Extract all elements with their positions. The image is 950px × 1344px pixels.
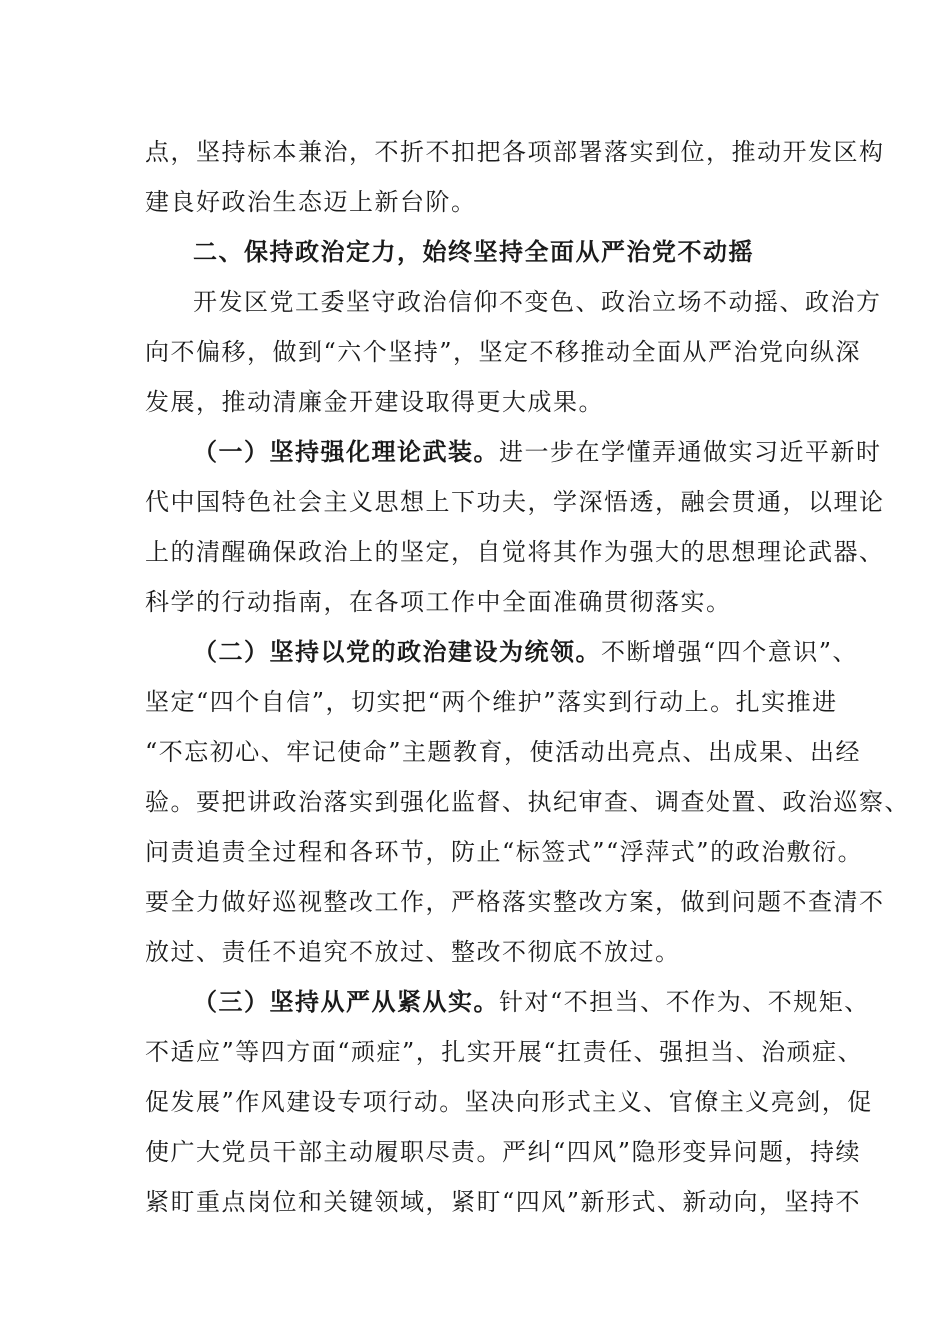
body-text-line: 发展，推动清廉金开建设取得更大成果。: [145, 388, 604, 416]
body-text-line: 科学的行动指南，在各项工作中全面准确贯彻落实。: [145, 588, 732, 616]
body-text-line: 上的清醒确保政治上的坚定，自觉将其作为强大的思想理论武器、: [145, 538, 885, 566]
body-text-line: 使广大党员干部主动履职尽责。严纠“四风”隐形变异问题，持续: [145, 1138, 862, 1166]
body-text-line: [193, 986, 893, 1018]
section-heading: 二、保持政治定力，始终坚持全面从严治党不动摇: [193, 237, 754, 266]
body-text-segment: 针对“不担当、不作为、不规矩、: [499, 988, 870, 1016]
body-text-segment: 不断增强“四个意识”、: [601, 638, 859, 666]
body-text-line: 紧盯重点岗位和关键领域，紧盯“四风”新形式、新动向，坚持不: [145, 1188, 862, 1216]
body-text-line: 建良好政治生态迈上新台阶。: [145, 188, 477, 216]
body-text-line: 点，坚持标本兼治，不折不扣把各项部署落实到位，推动开发区构: [145, 138, 885, 166]
body-text-segment: 进一步在学懂弄通做实习近平新时: [499, 438, 882, 466]
body-text-line: 不适应”等四方面“顽症”，扎实开展“扛责任、强担当、治顽症、: [145, 1038, 864, 1066]
body-text-line: 放过、责任不追究不放过、整改不彻底不放过。: [145, 938, 681, 966]
body-text-line: 开发区党工委坚守政治信仰不变色、政治立场不动摇、政治方: [193, 288, 882, 316]
body-text-line: “不忘初心、牢记使命”主题教育，使活动出亮点、出成果、出经: [145, 738, 862, 766]
body-text-line: 坚定“四个自信”，切实把“两个维护”落实到行动上。扎实推进: [145, 688, 838, 716]
subsection-heading: （一）坚持强化理论武装。: [193, 437, 499, 466]
body-text-line: [193, 636, 893, 668]
body-text-line: 验。要把讲政治落实到强化监督、执纪审查、调查处置、政治巡察、: [145, 788, 910, 816]
body-text-line: 代中国特色社会主义思想上下功夫，学深悟透，融会贯通，以理论: [145, 488, 885, 516]
body-text-line: [193, 436, 893, 468]
body-text-line: 向不偏移，做到“六个坚持”，坚定不移推动全面从严治党向纵深: [145, 338, 862, 366]
subsection-heading: （二）坚持以党的政治建设为统领。: [193, 637, 601, 666]
body-text-line: 问责追责全过程和各环节，防止“标签式”“浮萍式”的政治敷衍。: [145, 838, 864, 866]
body-text-line: 要全力做好巡视整改工作，严格落实整改方案，做到问题不查清不: [145, 888, 885, 916]
subsection-heading: （三）坚持从严从紧从实。: [193, 987, 499, 1016]
body-text-line: 促发展”作风建设专项行动。坚决向形式主义、官僚主义亮剑，促: [145, 1088, 873, 1116]
